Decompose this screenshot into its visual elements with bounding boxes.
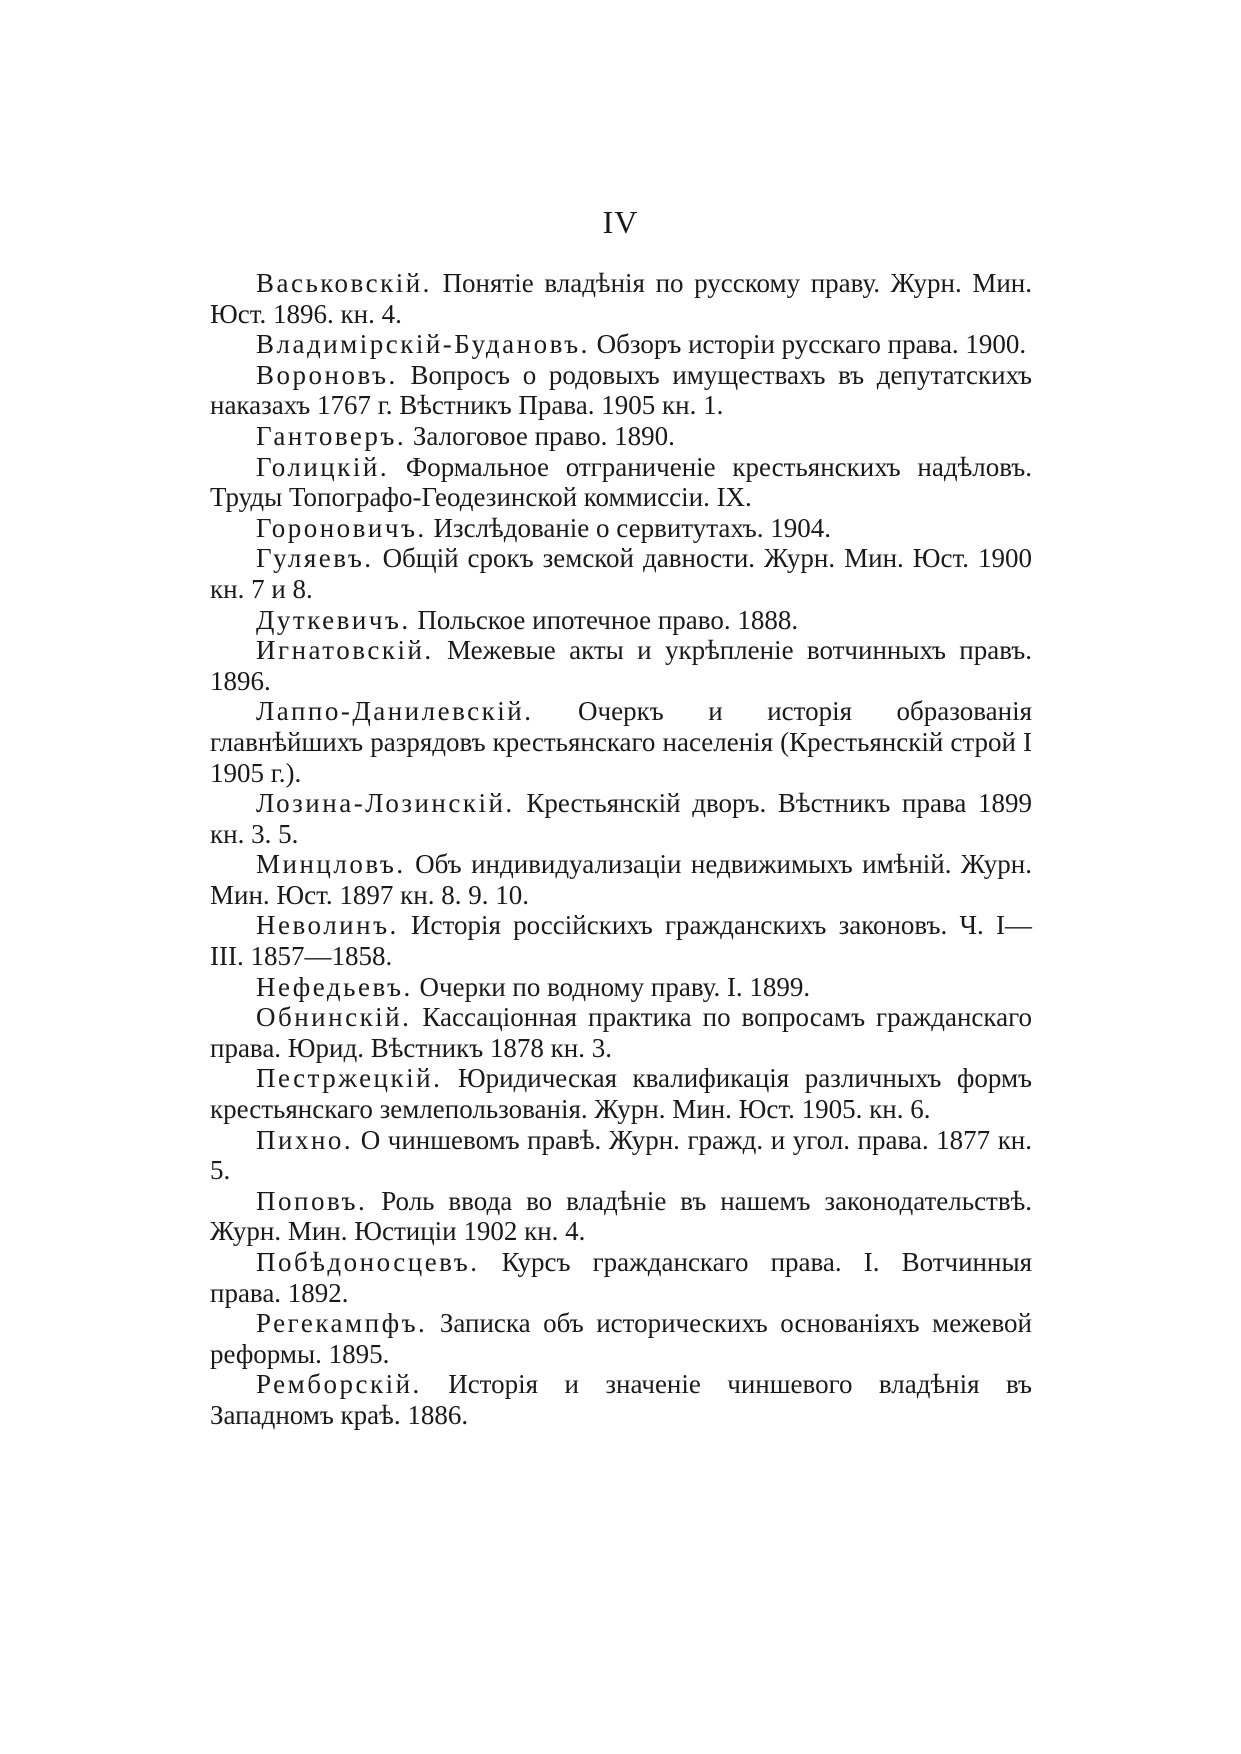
bibliography-entry — [210, 605, 1032, 636]
entry-text: Кассаціонная практика по вопросамъ гражданскаго права. Юрид. Вѣстникъ 1878 кн. 3. — [210, 1002, 1033, 1063]
entry-author: Минцловъ. — [256, 849, 406, 880]
bibliography-entry — [210, 635, 1032, 696]
entry-text: Записка объ историческихъ основаніяхъ межевой реформы. 1895. — [210, 1308, 1033, 1369]
entry-text: Залоговое право. 1890. — [412, 420, 675, 451]
bibliography-entry — [210, 696, 1032, 788]
bibliography-entry — [210, 1002, 1032, 1063]
bibliography-entry — [210, 972, 1032, 1003]
entry-author: Голицкій. — [256, 451, 390, 482]
entry-author: Пихно. — [256, 1124, 354, 1155]
entry-text: Исторія и значеніе чиншевого владѣнія въ Западномъ краѣ. 1886. — [210, 1369, 1032, 1430]
entry-author: Гороновичъ. — [256, 512, 427, 543]
bibliography-entry — [210, 910, 1032, 971]
entry-text: Понятіе владѣнія по русскому праву. Журн. Мин. Юст. 1896. кн. 4. — [210, 268, 1032, 329]
entry-text: Исторія россійскихъ гражданскихъ законовъ. Ч. I—III. 1857—1858. — [210, 910, 1032, 972]
bibliography-entry — [210, 849, 1032, 910]
bibliography-entry — [210, 1247, 1032, 1308]
entry-author: Поповъ. — [256, 1185, 368, 1216]
entry-text: Формальное отграниченіе крестьянскихъ надѣловъ. Труды Топографо-Геодезинской коммиссіи. IX. — [210, 451, 1032, 513]
entry-author: Лозина-Лозинскій. — [256, 788, 515, 819]
entry-author: Побѣдоносцевъ. — [256, 1247, 480, 1277]
entry-author: Лаппо-Данилевскій. — [256, 696, 534, 727]
entry-text: Изслѣдованіе о сервитутахъ. 1904. — [433, 512, 832, 543]
entry-text: Юридическая квалификація различныхъ формъ крестьянскаго землепользованія. Журн. Мин. Юст. 1905. кн. 6. — [210, 1063, 1033, 1125]
entry-author: Пестржецкій. — [256, 1063, 443, 1094]
bibliography-entry — [210, 543, 1032, 604]
entry-text: Польское ипотечное право. 1888. — [417, 604, 799, 635]
bibliography-entry — [210, 1369, 1032, 1430]
entry-text: Очерки по водному праву. I. 1899. — [419, 971, 811, 1002]
bibliography-entry — [210, 1186, 1032, 1247]
bibliography-entry — [210, 360, 1032, 421]
entry-author: Владимірскій-Будановъ. — [256, 329, 590, 360]
entry-text: Очеркъ и исторія образованія главнѣйшихъ разрядовъ крестьянскаго населенія (Крестьянскій строй I 1905 г.). — [210, 696, 1032, 788]
bibliography-entry — [210, 513, 1032, 544]
entry-text: Межевые акты и укрѣпленіе вотчинныхъ правъ. 1896. — [210, 635, 1032, 696]
entry-author: Обнинскій. — [256, 1002, 412, 1033]
bibliography-entry — [210, 1063, 1032, 1124]
entry-author: Игнатовскій. — [256, 635, 434, 666]
entry-author: Неволинъ. — [256, 910, 399, 941]
entry-author: Ремборскій. — [256, 1369, 422, 1400]
entry-text: Курсъ гражданскаго права. I. Вотчинныя права. 1892. — [210, 1247, 1033, 1308]
entry-text: Общій срокъ земской давности. Журн. Мин. Юст. 1900 кн. 7 и 8. — [210, 543, 1033, 604]
entry-author: Васьковскій. — [256, 268, 432, 298]
entry-author: Регекампфъ. — [256, 1308, 428, 1339]
bibliography-list — [210, 268, 1032, 1431]
entry-author: Дуткевичъ. — [256, 604, 411, 635]
bibliography-entry — [210, 452, 1032, 513]
entry-text: Вопросъ о родовыхъ имуществахъ въ депутатскихъ наказахъ 1767 г. Вѣстникъ Права. 1905 кн. 1. — [210, 359, 1033, 421]
entry-text: Роль ввода во владѣніе въ нашемъ законодательствѣ. Журн. Мин. Юстиціи 1902 кн. 4. — [210, 1185, 1033, 1247]
bibliography-entry — [210, 788, 1032, 849]
bibliography-entry — [210, 1125, 1032, 1186]
bibliography-entry — [210, 268, 1032, 329]
entry-author: Гуляевъ. — [256, 543, 374, 574]
page-number: IV — [602, 204, 639, 240]
entry-text: О чиншевомъ правѣ. Журн. гражд. и угол. права. 1877 кн. 5. — [210, 1124, 1033, 1186]
entry-author: Вороновъ. — [256, 359, 398, 390]
entry-text: Объ индивидуализаціи недвижимыхъ имѣній. Журн. Мин. Юст. 1897 кн. 8. 9. 10. — [210, 849, 1033, 910]
bibliography-entry — [210, 421, 1032, 452]
entry-author: Гантоверъ. — [256, 420, 407, 451]
entry-text: Обзоръ исторіи русскаго права. 1900. — [596, 329, 1027, 360]
bibliography-entry — [210, 1308, 1032, 1369]
entry-author: Нефедьевъ. — [256, 971, 413, 1002]
bibliography-entry — [210, 329, 1032, 360]
entry-text: Крестьянскій дворъ. Вѣстникъ права 1899 кн. 3. 5. — [210, 788, 1033, 849]
